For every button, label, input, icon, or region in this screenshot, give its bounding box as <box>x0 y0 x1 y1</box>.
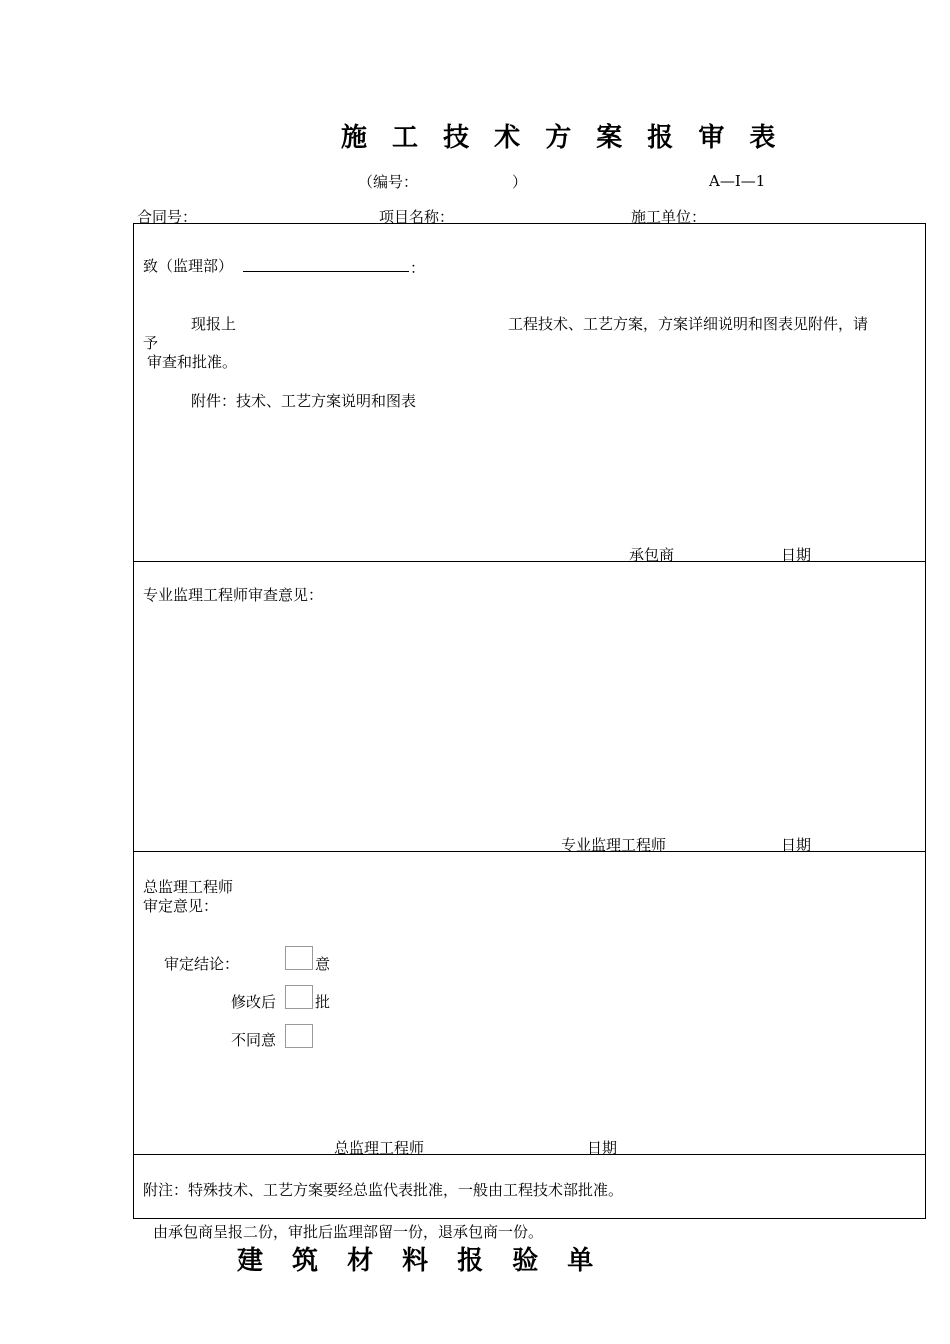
form2-title: 建 筑 材 料 报 验 单 <box>237 1246 604 1276</box>
report-prefix: 现报上 <box>191 315 237 333</box>
number-close: ） <box>512 173 528 191</box>
contractor-date-label: 日期 <box>781 546 812 564</box>
form-title: 施 工 技 术 方 案 报 审 表 <box>341 123 784 153</box>
to-supervision-label: 致（监理部） <box>143 257 234 275</box>
report-suffix: 工程技术、工艺方案，方案详细说明和图表见附件，请 <box>508 315 869 333</box>
agree-option-tail: 意 <box>315 955 331 973</box>
engineer-sign-label: 专业监理工程师 <box>561 836 667 854</box>
unit-label: 施工单位： <box>631 208 707 226</box>
section-divider-3 <box>133 1154 926 1155</box>
disagree-checkbox[interactable] <box>285 1024 313 1048</box>
engineer-opinion-label: 专业监理工程师审查意见： <box>143 586 324 604</box>
form-code: A—I—1 <box>709 172 766 190</box>
report-line2: 审查和批准。 <box>147 353 238 371</box>
modify-option-tail: 批 <box>315 993 331 1011</box>
form-table <box>133 223 926 1219</box>
number-label: （编号： <box>358 173 419 191</box>
note-text: 附注：特殊技术、工艺方案要经总监代表批准，一般由工程技术部批准。 <box>143 1181 624 1199</box>
contractor-label: 承包商 <box>629 546 675 564</box>
engineer-date-label: 日期 <box>781 836 812 854</box>
chief-label-line2: 审定意见： <box>143 897 219 915</box>
to-colon: ： <box>410 259 426 277</box>
chief-label-line1: 总监理工程师 <box>143 878 234 896</box>
chief-date-label: 日期 <box>587 1139 618 1157</box>
report-wrap: 予 <box>143 334 159 352</box>
disagree-option: 不同意 <box>231 1031 277 1049</box>
agree-checkbox[interactable] <box>285 946 313 970</box>
modify-approve-checkbox[interactable] <box>285 985 313 1009</box>
modify-option-head: 修改后 <box>231 993 277 1011</box>
to-supervision-underline <box>243 271 409 272</box>
chief-sign-label: 总监理工程师 <box>334 1139 425 1157</box>
footer-text: 由承包商呈报二份，审批后监理部留一份，退承包商一份。 <box>153 1223 544 1241</box>
conclusion-label: 审定结论： <box>164 955 240 973</box>
project-label: 项目名称： <box>379 208 455 226</box>
contract-label: 合同号： <box>137 208 198 226</box>
attachment-text: 附件：技术、工艺方案说明和图表 <box>191 392 417 410</box>
